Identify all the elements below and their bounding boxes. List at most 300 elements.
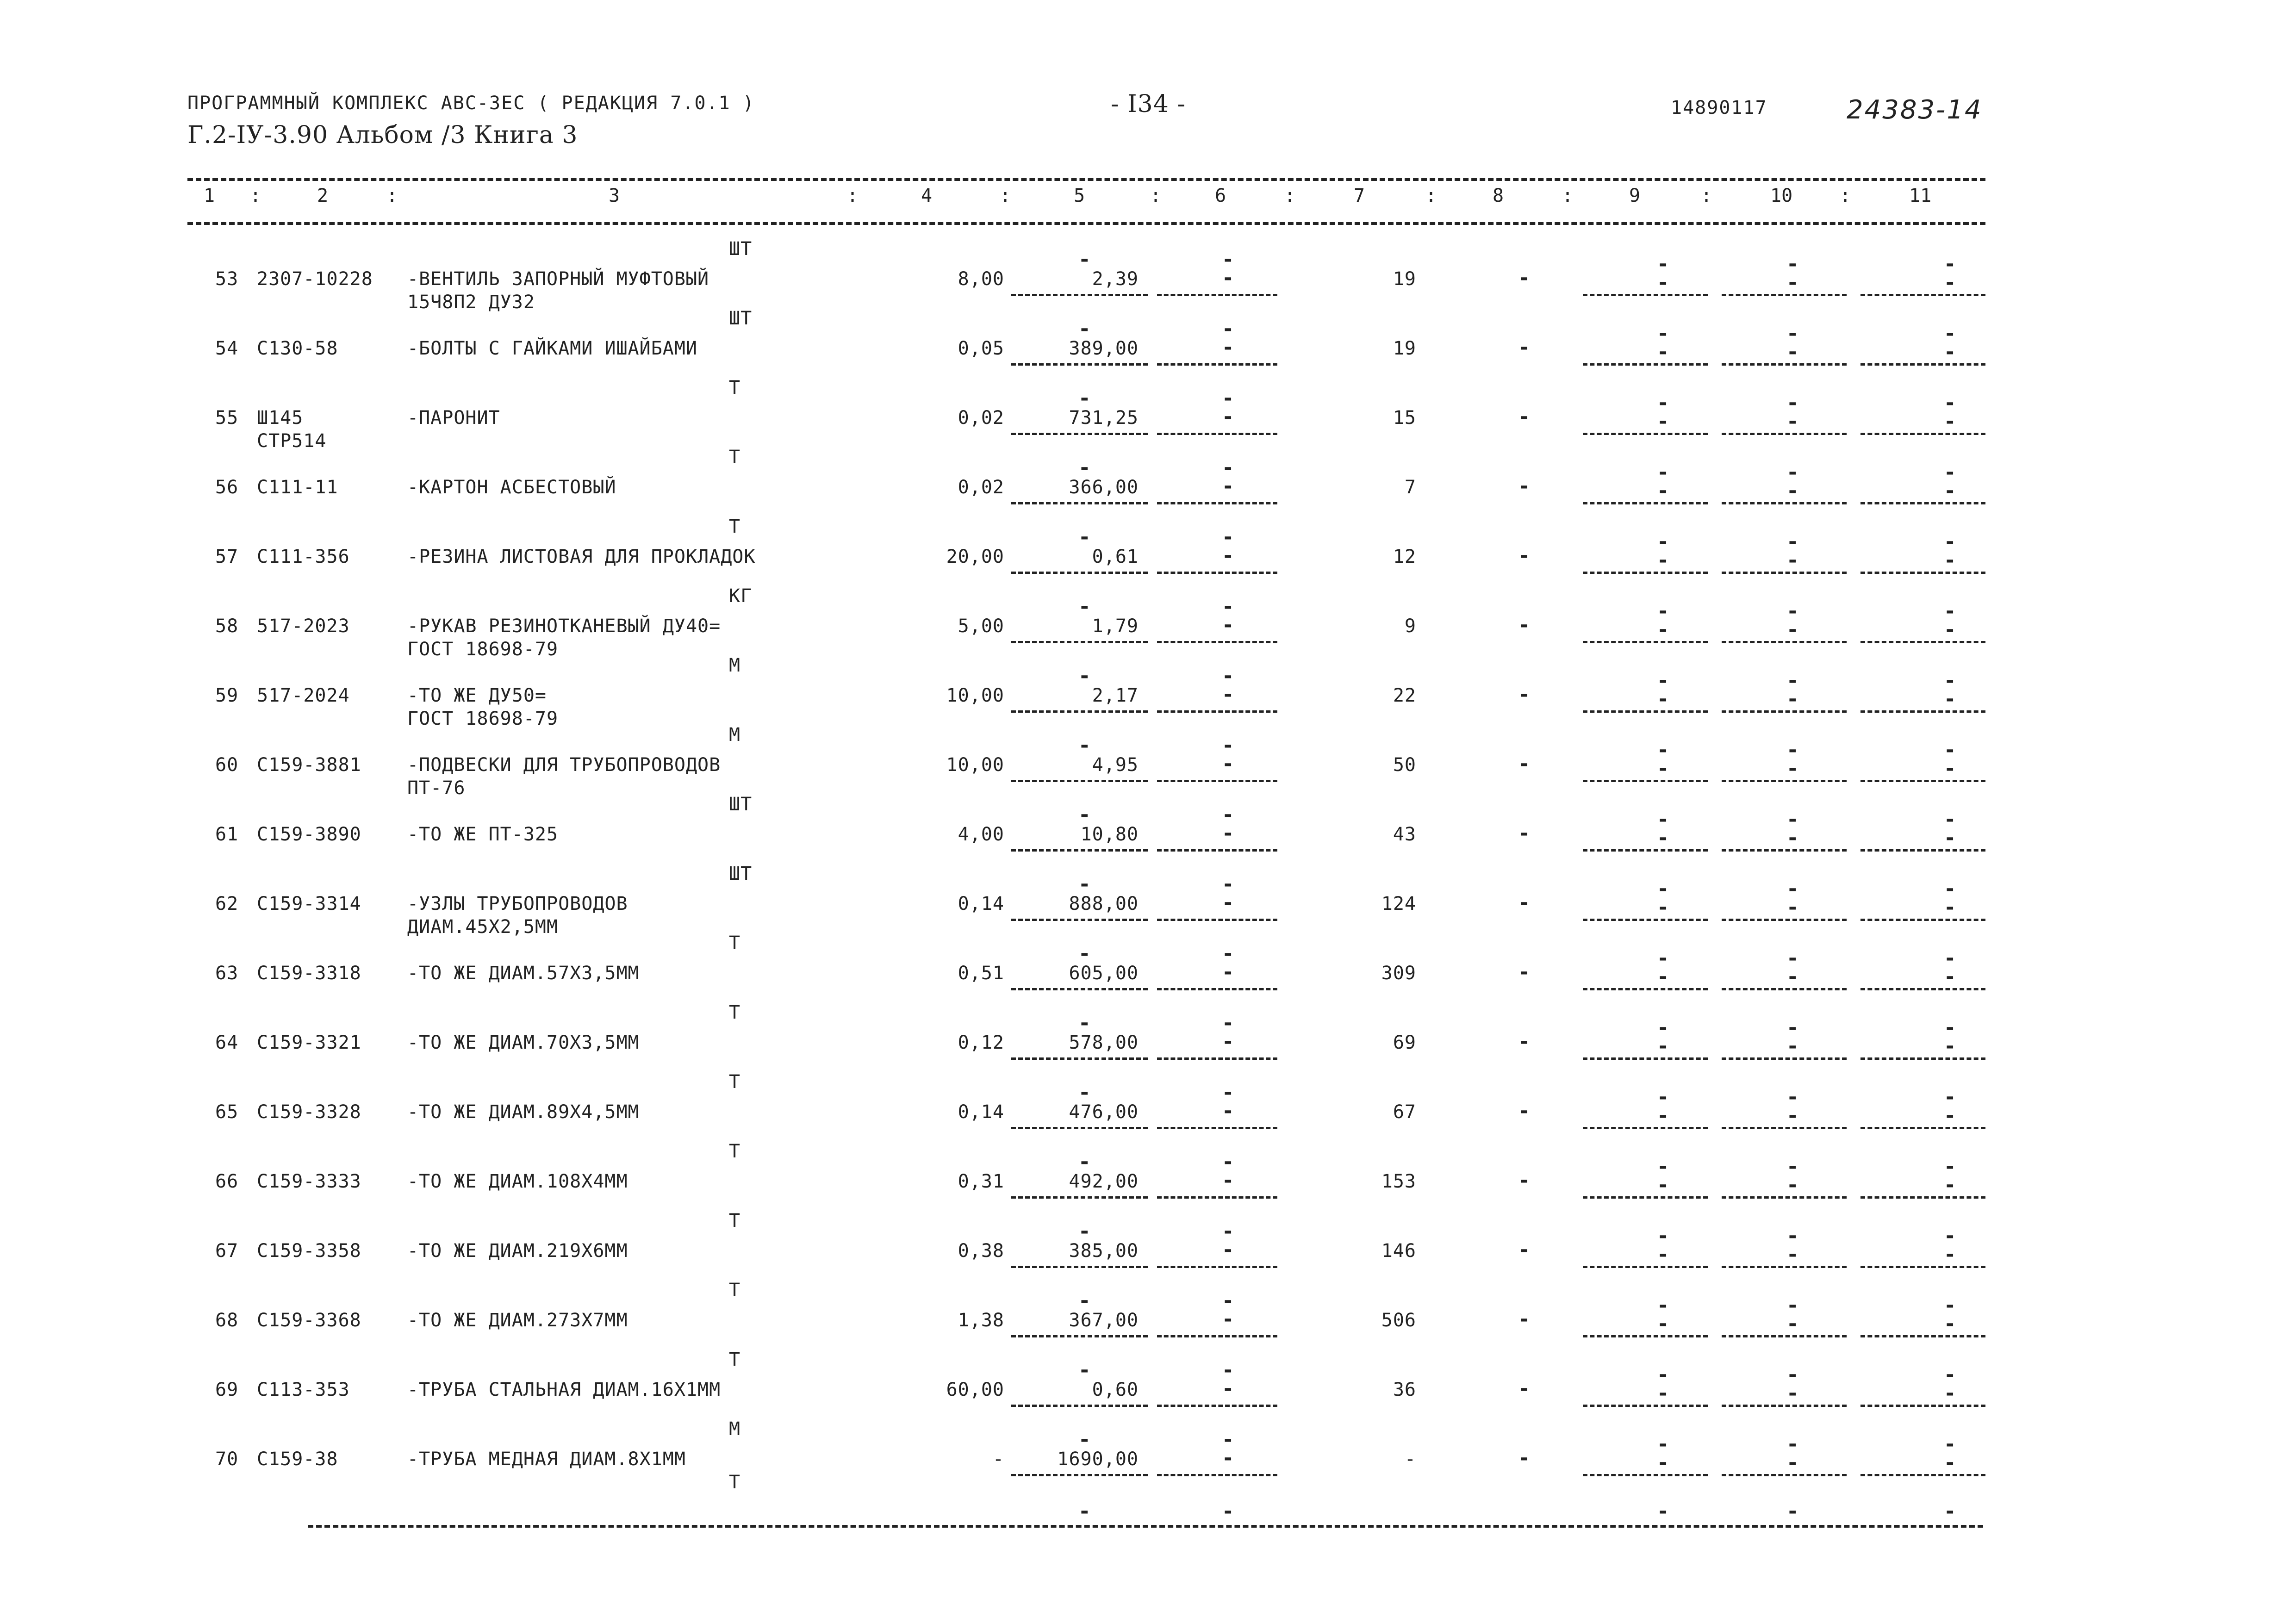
row-number: 53: [215, 268, 239, 290]
item-code: С159-3328: [257, 1101, 361, 1123]
unit-price: 888,00: [1069, 893, 1139, 914]
unit-label: ШТ: [729, 794, 753, 815]
quantity: 0,38: [958, 1240, 1004, 1262]
underline: [1011, 1196, 1148, 1199]
total-cost: 50: [1393, 754, 1416, 776]
underline: [1583, 1405, 1708, 1407]
item-name: -КАРТОН АСБЕСТОВЫЙ: [407, 477, 616, 498]
total-cost: 7: [1404, 477, 1416, 498]
col10-value: -: [1786, 1104, 1799, 1127]
underline: [1011, 1474, 1148, 1476]
underline: [1157, 1266, 1277, 1268]
column-header-5: 5: [1074, 185, 1085, 206]
item-name: -ВЕНТИЛЬ ЗАПОРНЫЙ МУФТОВЫЙ: [407, 268, 709, 290]
unit-label: Т: [729, 1349, 741, 1370]
col11-value: -: [1944, 895, 1956, 919]
underline: [1583, 641, 1708, 643]
unit-label: ШТ: [729, 308, 753, 329]
col8-value: -: [1518, 1307, 1531, 1331]
underline: [1157, 988, 1277, 990]
quantity: 0,31: [958, 1171, 1004, 1192]
col9-value: -: [1657, 757, 1669, 780]
underline: [1011, 988, 1148, 990]
row-number: 57: [215, 546, 239, 567]
column-separator: :: [250, 185, 261, 206]
dash-mark: -: [1657, 460, 1669, 484]
dash-mark: -: [1222, 386, 1234, 410]
underline: [1860, 849, 1985, 852]
unit-label: Т: [729, 1002, 741, 1023]
total-cost: 153: [1381, 1171, 1416, 1192]
unit-price: 10,80: [1080, 824, 1139, 845]
row-number: 62: [215, 893, 239, 914]
dash-mark: -: [1222, 595, 1234, 618]
item-name: -ТО ЖЕ ДИАМ.89Х4,5ММ: [407, 1101, 640, 1123]
item-code: 517-2024: [257, 685, 350, 706]
dash-mark: -: [1786, 1293, 1799, 1317]
dash-mark: -: [1786, 877, 1799, 901]
col11-value: -: [1944, 687, 1956, 711]
item-name: -ТО ЖЕ ДИАМ.219Х6ММ: [407, 1240, 628, 1262]
dash-mark: -: [1078, 664, 1091, 688]
unit-price: 367,00: [1069, 1310, 1139, 1331]
underline: [1583, 1266, 1708, 1268]
underline: [1583, 433, 1708, 435]
unit-label: Т: [729, 1071, 741, 1093]
underline: [1722, 363, 1847, 366]
col9-value: -: [1657, 1104, 1669, 1127]
underline: [1860, 1474, 1985, 1476]
dash-mark: -: [1078, 1428, 1091, 1451]
dash-mark: -: [1078, 456, 1091, 479]
dash-mark: -: [1078, 525, 1091, 549]
column-header-2: 2: [317, 185, 329, 206]
dash-mark: -: [1222, 942, 1234, 965]
row-number: 66: [215, 1171, 239, 1192]
dash-mark: -: [1657, 1499, 1669, 1523]
underline: [1860, 1196, 1985, 1199]
item-name: -ТО ЖЕ ДИАМ.108Х4ММ: [407, 1171, 628, 1192]
underline: [1583, 502, 1708, 504]
dash-mark: -: [1222, 1358, 1234, 1382]
col11-value: -: [1944, 1451, 1956, 1474]
dash-mark: -: [1657, 808, 1669, 831]
underline: [1011, 363, 1148, 366]
col8-value: -: [1518, 1169, 1531, 1192]
item-code: С113-353: [257, 1379, 350, 1400]
item-code: 2307-10228: [257, 268, 373, 290]
row-number: 67: [215, 1240, 239, 1262]
dash-mark: -: [1222, 664, 1234, 688]
underline: [1011, 1057, 1148, 1060]
dash-mark: -: [1222, 456, 1234, 479]
col9-value: -: [1657, 340, 1669, 364]
col10-value: -: [1786, 1243, 1799, 1266]
item-name: -ПОДВЕСКИ ДЛЯ ТРУБОПРОВОДОВ: [407, 754, 721, 776]
quantity: 60,00: [946, 1379, 1004, 1400]
row-number: 59: [215, 685, 239, 706]
dash-mark: -: [1657, 1363, 1669, 1387]
item-name: 15Ч8П2 ДУ32: [407, 292, 535, 313]
total-cost: 19: [1393, 268, 1416, 290]
col8-value: -: [1518, 544, 1531, 567]
dash-mark: -: [1657, 1016, 1669, 1039]
col9-value: -: [1657, 1034, 1669, 1058]
unit-price: 0,60: [1092, 1379, 1139, 1400]
item-name: ПТ-76: [407, 777, 466, 799]
column-separator: :: [1150, 185, 1162, 206]
underline: [1722, 641, 1847, 643]
dash-mark: -: [1078, 942, 1091, 965]
col11-value: -: [1944, 826, 1956, 850]
col8-value: -: [1518, 752, 1531, 776]
col10-value: -: [1786, 965, 1799, 989]
item-name: -БОЛТЫ С ГАЙКАМИ ИШАЙБАМИ: [407, 338, 698, 359]
column-separator: :: [847, 185, 859, 206]
col9-value: -: [1657, 271, 1669, 294]
item-name: ГОСТ 18698-79: [407, 708, 559, 729]
dash-mark: -: [1222, 1289, 1234, 1312]
quantity: 0,51: [958, 963, 1004, 984]
col8-value: -: [1518, 821, 1531, 845]
unit-price: 0,61: [1092, 546, 1139, 567]
underline: [1860, 919, 1985, 921]
underline: [1157, 1127, 1277, 1129]
underline: [1157, 502, 1277, 504]
underline: [1722, 1474, 1847, 1476]
underline: [1860, 1266, 1985, 1268]
total-cost: 36: [1393, 1379, 1416, 1400]
underline: [1722, 1057, 1847, 1060]
quantity: 20,00: [946, 546, 1004, 567]
col11-value: -: [1944, 1243, 1956, 1266]
column-header-10: 10: [1770, 185, 1793, 206]
total-cost: 67: [1393, 1101, 1416, 1123]
underline: [1157, 780, 1277, 782]
underline: [1722, 780, 1847, 782]
col9-value: -: [1657, 1243, 1669, 1266]
col6-value: -: [1222, 1238, 1234, 1262]
dash-mark: -: [1786, 1085, 1799, 1109]
underline: [1583, 294, 1708, 296]
col10-value: -: [1786, 618, 1799, 641]
column-header-1: 1: [204, 185, 215, 206]
underline: [1860, 502, 1985, 504]
unit-price: 366,00: [1069, 477, 1139, 498]
col11-value: -: [1944, 1034, 1956, 1058]
unit-price: 1690,00: [1057, 1449, 1139, 1470]
total-cost: 69: [1393, 1032, 1416, 1053]
col6-value: -: [1222, 1030, 1234, 1053]
col8-value: -: [1518, 683, 1531, 706]
underline: [1157, 1057, 1277, 1060]
item-name: -ТРУБА МЕДНАЯ ДИАМ.8Х1ММ: [407, 1449, 686, 1470]
col9-value: -: [1657, 965, 1669, 989]
underline: [1583, 710, 1708, 713]
dash-mark: -: [1786, 599, 1799, 623]
col11-value: -: [1944, 271, 1956, 294]
col6-value: -: [1222, 474, 1234, 498]
col9-value: -: [1657, 895, 1669, 919]
row-number: 63: [215, 963, 239, 984]
dash-mark: -: [1222, 525, 1234, 549]
item-name: -ПАРОНИТ: [407, 407, 500, 429]
quantity: 8,00: [958, 268, 1004, 290]
underline: [1011, 433, 1148, 435]
col11-value: -: [1944, 757, 1956, 780]
col6-value: -: [1222, 336, 1234, 359]
col11-value: -: [1944, 548, 1956, 572]
underline: [1011, 572, 1148, 574]
row-number: 61: [215, 824, 239, 845]
total-cost: 22: [1393, 685, 1416, 706]
col9-value: -: [1657, 1312, 1669, 1336]
total-cost: 15: [1393, 407, 1416, 429]
column-header-3: 3: [609, 185, 620, 206]
unit-label: ШТ: [729, 238, 753, 260]
col8-value: -: [1518, 405, 1531, 429]
item-code: С159-3358: [257, 1240, 361, 1262]
underline: [1860, 1057, 1985, 1060]
col9-value: -: [1657, 479, 1669, 503]
dash-mark: -: [1944, 1155, 1956, 1178]
unit-price: 1,79: [1092, 616, 1139, 637]
col9-value: -: [1657, 618, 1669, 641]
quantity: 0,14: [958, 893, 1004, 914]
item-name: -ТРУБА СТАЛЬНАЯ ДИАМ.16Х1ММ: [407, 1379, 721, 1400]
item-code: С159-38: [257, 1449, 338, 1470]
underline: [1583, 919, 1708, 921]
row-number: 55: [215, 407, 239, 429]
item-name: -ТО ЖЕ ДУ50=: [407, 685, 547, 706]
underline: [1722, 1335, 1847, 1337]
underline: [1722, 1127, 1847, 1129]
col10-value: -: [1786, 1451, 1799, 1474]
dash-mark: -: [1222, 1011, 1234, 1035]
dash-mark: -: [1222, 803, 1234, 827]
underline: [1860, 363, 1985, 366]
item-code: С159-3333: [257, 1171, 361, 1192]
unit-price: 2,17: [1092, 685, 1139, 706]
dash-mark: -: [1078, 872, 1091, 896]
underline: [1722, 1196, 1847, 1199]
row-number: 54: [215, 338, 239, 359]
quantity: 5,00: [958, 616, 1004, 637]
col9-value: -: [1657, 548, 1669, 572]
underline: [1860, 780, 1985, 782]
dash-mark: -: [1786, 946, 1799, 970]
underline: [1011, 849, 1148, 852]
col6-value: -: [1222, 1446, 1234, 1470]
underline: [1860, 710, 1985, 713]
column-header-4: 4: [921, 185, 933, 206]
col11-value: -: [1944, 1104, 1956, 1127]
underline: [1157, 1196, 1277, 1199]
col11-value: -: [1944, 479, 1956, 503]
underline: [1722, 294, 1847, 296]
total-cost: 19: [1393, 338, 1416, 359]
dash-mark: -: [1657, 877, 1669, 901]
underline: [1583, 849, 1708, 852]
item-code: С159-3890: [257, 824, 361, 845]
dash-mark: -: [1078, 1358, 1091, 1382]
item-name: -ТО ЖЕ ДИАМ.57Х3,5ММ: [407, 963, 640, 984]
dash-mark: -: [1786, 738, 1799, 762]
col8-value: -: [1518, 1099, 1531, 1123]
underline: [1860, 1127, 1985, 1129]
item-code: С159-3881: [257, 754, 361, 776]
underline: [1157, 294, 1277, 296]
item-code: СТР514: [257, 430, 327, 452]
unit-price: 578,00: [1069, 1032, 1139, 1053]
col10-value: -: [1786, 1381, 1799, 1405]
dash-mark: -: [1944, 252, 1956, 276]
dash-mark: -: [1657, 669, 1669, 692]
unit-label: Т: [729, 1210, 741, 1231]
col10-value: -: [1786, 271, 1799, 294]
underline: [1583, 363, 1708, 366]
col9-value: -: [1657, 826, 1669, 850]
underline: [1583, 1127, 1708, 1129]
album-header: Г.2-IУ-3.90 Альбом /3 Книга 3: [187, 121, 578, 149]
underline: [1583, 1474, 1708, 1476]
quantity: 0,02: [958, 407, 1004, 429]
underline: [1157, 433, 1277, 435]
underline: [1722, 849, 1847, 852]
col6-value: -: [1222, 960, 1234, 984]
underline: [1157, 849, 1277, 852]
col8-value: -: [1518, 960, 1531, 984]
dash-mark: -: [1222, 1150, 1234, 1174]
unit-label: М: [729, 655, 741, 676]
col11-value: -: [1944, 1173, 1956, 1197]
item-name: -РЕЗИНА ЛИСТОВАЯ ДЛЯ ПРОКЛАДОК: [407, 546, 756, 567]
col9-value: -: [1657, 1381, 1669, 1405]
item-code: С111-11: [257, 477, 338, 498]
dash-mark: -: [1222, 248, 1234, 271]
dash-mark: -: [1786, 1155, 1799, 1178]
underline: [1860, 1405, 1985, 1407]
underline: [1011, 641, 1148, 643]
handwritten-number: 24383-14: [1847, 95, 1983, 125]
dash-mark: -: [1944, 460, 1956, 484]
dash-mark: -: [1657, 1155, 1669, 1178]
dash-mark: -: [1786, 460, 1799, 484]
col8-value: -: [1518, 613, 1531, 637]
underline: [1157, 919, 1277, 921]
dash-mark: -: [1078, 1081, 1091, 1104]
col8-value: -: [1518, 1238, 1531, 1262]
dash-mark: -: [1944, 877, 1956, 901]
col6-value: -: [1222, 1377, 1234, 1400]
col11-value: -: [1944, 965, 1956, 989]
dash-mark: -: [1944, 808, 1956, 831]
item-name: -ТО ЖЕ ДИАМ.273Х7ММ: [407, 1310, 628, 1331]
underline: [1011, 1266, 1148, 1268]
quantity: 0,12: [958, 1032, 1004, 1053]
underline: [1583, 572, 1708, 574]
dash-mark: -: [1078, 734, 1091, 757]
dash-mark: -: [1657, 946, 1669, 970]
unit-price: 605,00: [1069, 963, 1139, 984]
underline: [1157, 572, 1277, 574]
quantity: 4,00: [958, 824, 1004, 845]
col6-value: -: [1222, 821, 1234, 845]
dash-mark: -: [1078, 1150, 1091, 1174]
underline: [1157, 1474, 1277, 1476]
unit-price: 2,39: [1092, 268, 1139, 290]
underline: [1011, 1127, 1148, 1129]
dash-mark: -: [1657, 322, 1669, 345]
dash-mark: -: [1786, 322, 1799, 345]
underline: [1157, 1335, 1277, 1337]
dash-mark: -: [1078, 1011, 1091, 1035]
col9-value: -: [1657, 1173, 1669, 1197]
dash-mark: -: [1786, 1224, 1799, 1248]
underline: [1157, 363, 1277, 366]
underline: [1860, 641, 1985, 643]
item-code: С159-3314: [257, 893, 361, 914]
dash-mark: -: [1944, 599, 1956, 623]
dash-mark: -: [1657, 1224, 1669, 1248]
column-header-9: 9: [1629, 185, 1641, 206]
dash-mark: -: [1786, 1499, 1799, 1523]
dash-mark: -: [1786, 669, 1799, 692]
item-code: С159-3318: [257, 963, 361, 984]
dash-mark: -: [1078, 1499, 1091, 1523]
col11-value: -: [1944, 1381, 1956, 1405]
col6-value: -: [1222, 752, 1234, 776]
item-name: -ТО ЖЕ ПТ-325: [407, 824, 559, 845]
dash-mark: -: [1078, 803, 1091, 827]
document-code: 14890117: [1671, 97, 1767, 118]
unit-label: Т: [729, 447, 741, 468]
column-separator: :: [1701, 185, 1712, 206]
underline: [1722, 710, 1847, 713]
col10-value: -: [1786, 895, 1799, 919]
row-number: 60: [215, 754, 239, 776]
underline: [1860, 294, 1985, 296]
underline: [1583, 780, 1708, 782]
underline: [1860, 988, 1985, 990]
col8-value: -: [1518, 474, 1531, 498]
total-cost: 43: [1393, 824, 1416, 845]
underline: [1011, 919, 1148, 921]
dash-mark: -: [1944, 1499, 1956, 1523]
underline: [1860, 572, 1985, 574]
dash-mark: -: [1786, 1432, 1799, 1456]
row-number: 69: [215, 1379, 239, 1400]
item-name: ДИАМ.45Х2,5ММ: [407, 916, 559, 938]
column-separator: :: [1425, 185, 1437, 206]
underline: [1583, 988, 1708, 990]
col6-value: -: [1222, 405, 1234, 429]
underline: [1722, 433, 1847, 435]
col10-value: -: [1786, 479, 1799, 503]
dash-mark: -: [1657, 1293, 1669, 1317]
unit-price: 476,00: [1069, 1101, 1139, 1123]
dash-mark: -: [1222, 1499, 1234, 1523]
dash-mark: -: [1944, 1085, 1956, 1109]
dash-mark: -: [1078, 386, 1091, 410]
col11-value: -: [1944, 1312, 1956, 1336]
unit-label: Т: [729, 1280, 741, 1301]
underline: [1011, 1405, 1148, 1407]
col8-value: -: [1518, 336, 1531, 359]
total-cost: 146: [1381, 1240, 1416, 1262]
unit-price: 4,95: [1092, 754, 1139, 776]
dash-mark: -: [1786, 530, 1799, 553]
